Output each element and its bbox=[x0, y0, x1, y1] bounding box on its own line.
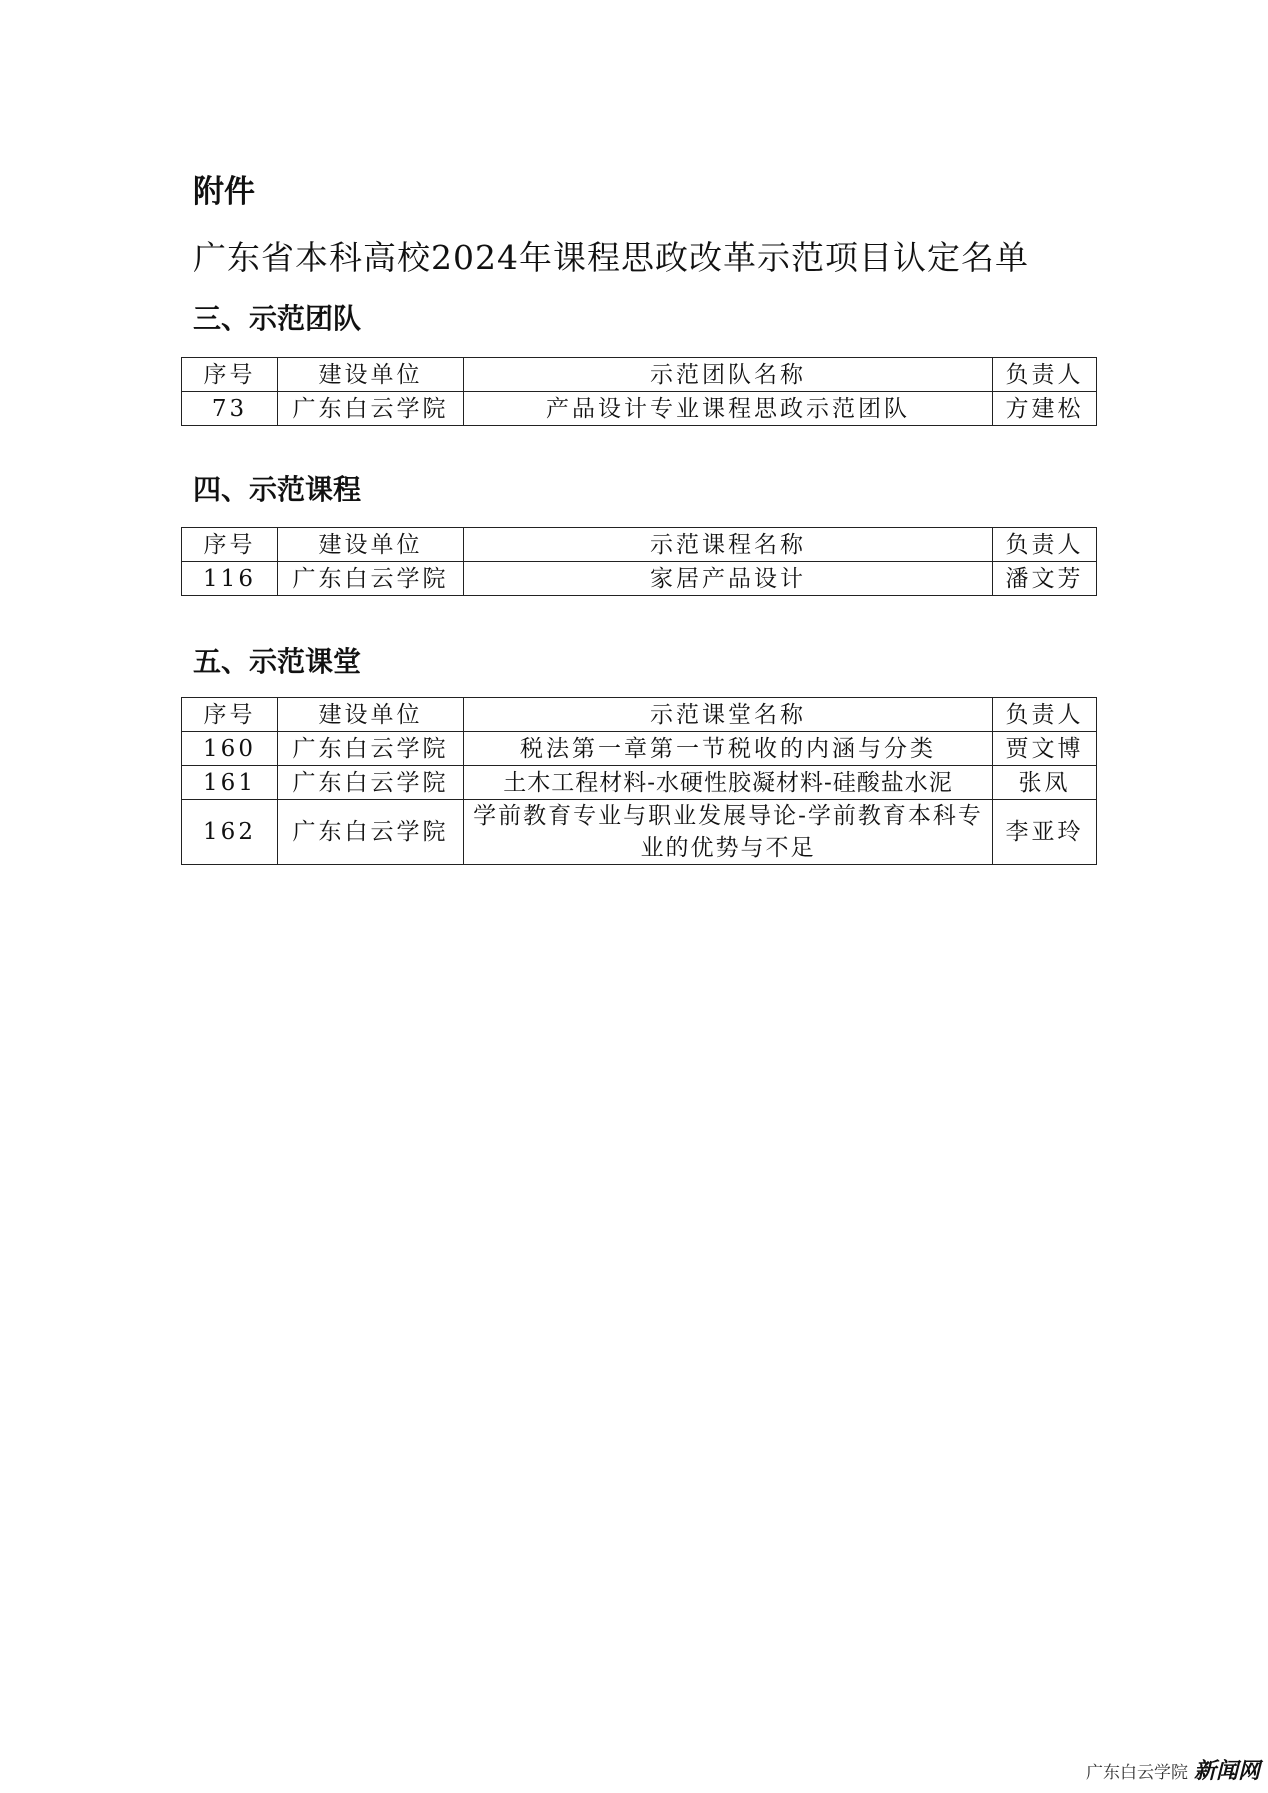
cell-name: 家居产品设计 bbox=[464, 562, 993, 596]
header-cell: 序号 bbox=[182, 528, 278, 562]
cell-leader: 方建松 bbox=[993, 392, 1097, 426]
cell-unit: 广东白云学院 bbox=[278, 766, 464, 800]
cell-leader: 贾文博 bbox=[993, 732, 1097, 766]
table-row bbox=[182, 732, 1097, 766]
header-cell: 示范课堂名称 bbox=[464, 698, 993, 732]
cell-unit: 广东白云学院 bbox=[278, 392, 464, 426]
cell-name: 产品设计专业课程思政示范团队 bbox=[464, 392, 993, 426]
header-cell: 负责人 bbox=[993, 358, 1097, 392]
table-header-row bbox=[182, 528, 1097, 562]
course-table bbox=[181, 527, 1097, 596]
header-cell: 示范课程名称 bbox=[464, 528, 993, 562]
document-title: 广东省本科高校2024年课程思政改革示范项目认定名单 bbox=[193, 238, 1029, 277]
classroom-table bbox=[181, 697, 1097, 865]
section-heading-course: 四、示范课程 bbox=[193, 473, 362, 506]
cell-index: 160 bbox=[182, 732, 278, 766]
watermark bbox=[1086, 1754, 1260, 1785]
cell-index: 161 bbox=[182, 766, 278, 800]
watermark-logo: 新闻网 bbox=[1193, 1758, 1260, 1784]
header-cell: 序号 bbox=[182, 698, 278, 732]
team-table bbox=[181, 357, 1097, 426]
header-cell: 建设单位 bbox=[278, 698, 464, 732]
table-row bbox=[182, 562, 1097, 596]
table-row bbox=[182, 766, 1097, 800]
table-header-row bbox=[182, 358, 1097, 392]
header-cell: 建设单位 bbox=[278, 358, 464, 392]
cell-leader: 潘文芳 bbox=[993, 562, 1097, 596]
cell-unit: 广东白云学院 bbox=[278, 732, 464, 766]
watermark-text: 广东白云学院 bbox=[1085, 1763, 1188, 1783]
header-cell: 负责人 bbox=[993, 528, 1097, 562]
cell-name: 税法第一章第一节税收的内涵与分类 bbox=[464, 732, 993, 766]
cell-unit: 广东白云学院 bbox=[278, 562, 464, 596]
attachment-label: 附件 bbox=[193, 174, 255, 210]
cell-name: 土木工程材料-水硬性胶凝材料-硅酸盐水泥 bbox=[464, 766, 993, 800]
table-row bbox=[182, 800, 1097, 865]
header-cell: 建设单位 bbox=[278, 528, 464, 562]
cell-index: 116 bbox=[182, 562, 278, 596]
cell-unit: 广东白云学院 bbox=[278, 800, 464, 865]
cell-index: 73 bbox=[182, 392, 278, 426]
header-cell: 负责人 bbox=[993, 698, 1097, 732]
cell-leader: 张凤 bbox=[993, 766, 1097, 800]
table-header-row bbox=[182, 698, 1097, 732]
section-heading-classroom: 五、示范课堂 bbox=[193, 645, 362, 678]
section-heading-team: 三、示范团队 bbox=[193, 302, 362, 335]
table-row bbox=[182, 392, 1097, 426]
header-cell: 序号 bbox=[182, 358, 278, 392]
cell-name: 学前教育专业与职业发展导论-学前教育本科专业的优势与不足 bbox=[464, 800, 993, 865]
header-cell: 示范团队名称 bbox=[464, 358, 993, 392]
cell-index: 162 bbox=[182, 800, 278, 865]
cell-leader: 李亚玲 bbox=[993, 800, 1097, 865]
